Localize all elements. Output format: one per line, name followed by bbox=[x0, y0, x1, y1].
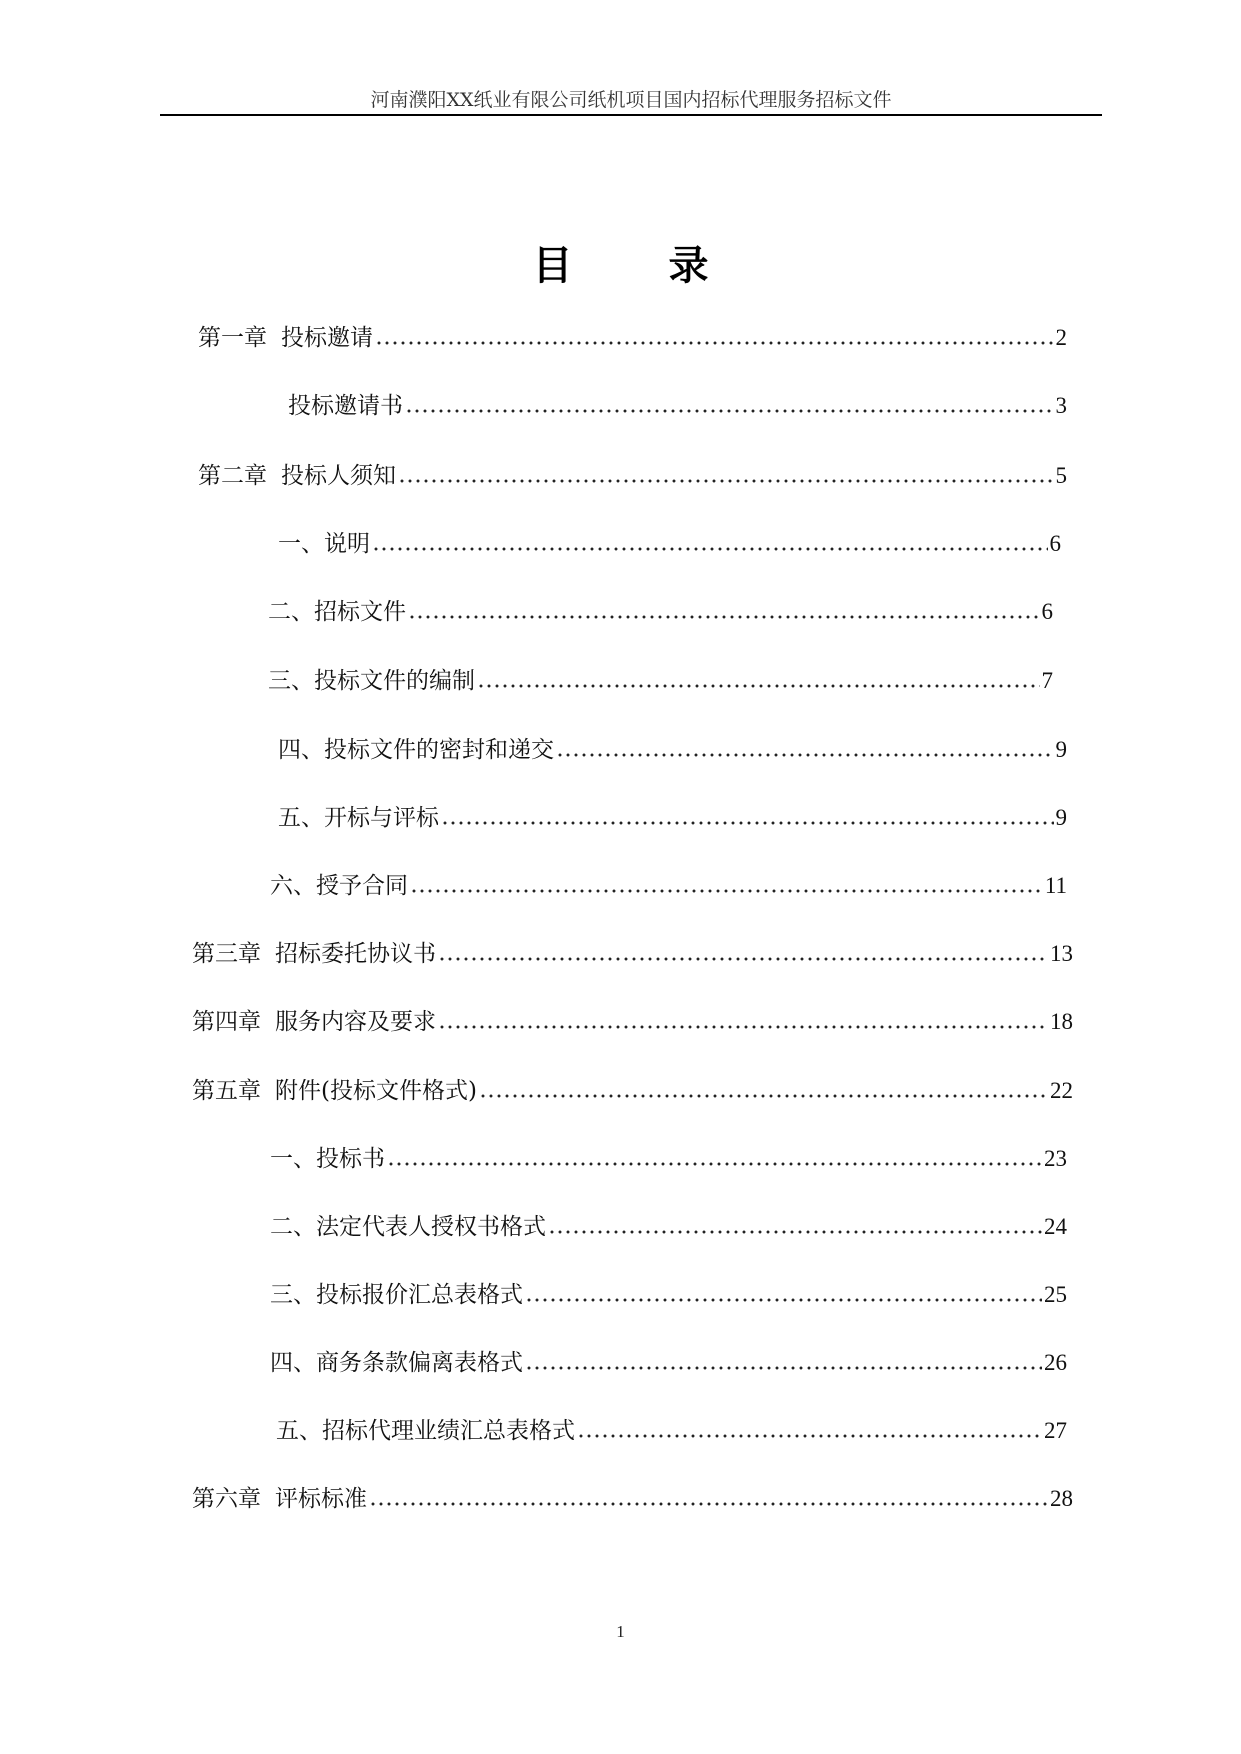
toc-entry-title: 五、开标与评标 bbox=[278, 805, 439, 831]
toc-page-number: 2 bbox=[1055, 325, 1067, 350]
toc-page-number: 7 bbox=[1041, 668, 1053, 693]
toc-entry-chapter-5[interactable] bbox=[192, 1073, 1073, 1109]
toc-entry-invitation-letter[interactable] bbox=[288, 388, 1067, 424]
toc-page-number: 18 bbox=[1050, 1009, 1073, 1034]
toc-page-number: 9 bbox=[1055, 737, 1067, 762]
toc-page-number: 5 bbox=[1055, 463, 1067, 488]
toc-chapter-number: 第二章 bbox=[198, 463, 267, 489]
toc-dot-leader bbox=[369, 1481, 1048, 1517]
toc-page-number: 26 bbox=[1044, 1350, 1067, 1375]
toc-chapter-number: 第五章 bbox=[192, 1078, 261, 1104]
toc-entry-chapter-2[interactable] bbox=[198, 458, 1067, 494]
toc-entry-section-explanation[interactable] bbox=[278, 526, 1061, 562]
toc-entry-title: 三、投标报价汇总表格式 bbox=[270, 1282, 523, 1308]
toc-entry-title: 三、投标文件的编制 bbox=[268, 668, 475, 694]
toc-dot-leader bbox=[548, 1209, 1042, 1245]
toc-entry-title: 二、招标文件 bbox=[268, 599, 406, 625]
toc-entry-section-bid-letter[interactable] bbox=[270, 1141, 1067, 1177]
toc-dot-leader bbox=[525, 1277, 1042, 1313]
toc-entry-label bbox=[278, 526, 370, 562]
toc-title: 目录 bbox=[532, 243, 805, 289]
toc-entry-label bbox=[270, 1277, 523, 1313]
toc-entry-section-price-summary[interactable] bbox=[270, 1277, 1067, 1313]
toc-page-number: 11 bbox=[1044, 873, 1067, 898]
toc-entry-title: 六、授予合同 bbox=[270, 873, 408, 899]
toc-dot-leader bbox=[525, 1345, 1042, 1381]
toc-entry-title: 投标人须知 bbox=[281, 463, 396, 489]
toc-chapter-number: 第三章 bbox=[192, 941, 261, 967]
toc-entry-label bbox=[276, 1413, 575, 1449]
toc-entry-title: 评标标准 bbox=[275, 1486, 367, 1512]
toc-entry-label bbox=[278, 800, 439, 836]
toc-entry-section-power-of-attorney[interactable] bbox=[270, 1209, 1067, 1245]
toc-entry-title: 一、说明 bbox=[278, 531, 370, 557]
toc-page-number: 28 bbox=[1050, 1486, 1073, 1511]
toc-chapter-number: 第六章 bbox=[192, 1486, 261, 1512]
toc-chapter-number: 第四章 bbox=[192, 1009, 261, 1035]
toc-entry-chapter-1[interactable] bbox=[198, 320, 1067, 356]
toc-entry-label bbox=[268, 594, 406, 630]
toc-entry-label bbox=[270, 1345, 523, 1381]
toc-page-number: 27 bbox=[1044, 1418, 1067, 1443]
toc-dot-leader bbox=[375, 320, 1054, 356]
toc-entry-section-bid-preparation[interactable] bbox=[268, 663, 1053, 699]
toc-page-number: 23 bbox=[1044, 1146, 1067, 1171]
toc-entry-label bbox=[278, 732, 554, 768]
toc-entry-label bbox=[192, 1481, 367, 1517]
toc-entry-label bbox=[198, 458, 396, 494]
toc-dot-leader bbox=[438, 936, 1048, 972]
toc-dot-leader bbox=[410, 868, 1043, 904]
toc-dot-leader bbox=[577, 1413, 1042, 1449]
toc-entry-title: 招标委托协议书 bbox=[275, 941, 436, 967]
toc-page-number: 13 bbox=[1050, 941, 1073, 966]
toc-entry-title: 一、投标书 bbox=[270, 1146, 385, 1172]
toc-page-number: 24 bbox=[1044, 1214, 1067, 1239]
toc-chapter-number: 第一章 bbox=[198, 325, 267, 351]
toc-entry-section-tender-documents[interactable] bbox=[268, 594, 1053, 630]
toc-entry-section-opening-evaluation[interactable] bbox=[278, 800, 1067, 836]
toc-entry-chapter-6[interactable] bbox=[192, 1481, 1073, 1517]
toc-dot-leader bbox=[477, 663, 1040, 699]
toc-page-number: 22 bbox=[1050, 1078, 1073, 1103]
toc-page-number: 6 bbox=[1041, 599, 1053, 624]
toc-entry-title: 投标邀请 bbox=[281, 325, 373, 351]
toc-entry-label bbox=[270, 1209, 546, 1245]
toc-dot-leader bbox=[398, 458, 1054, 494]
toc-entry-section-deviation-table[interactable] bbox=[270, 1345, 1067, 1381]
toc-entry-title: 投标邀请书 bbox=[288, 393, 403, 419]
toc-entry-title: 服务内容及要求 bbox=[275, 1009, 436, 1035]
toc-entry-title: 四、商务条款偏离表格式 bbox=[270, 1350, 523, 1376]
toc-entry-chapter-4[interactable] bbox=[192, 1004, 1073, 1040]
toc-dot-leader bbox=[372, 526, 1048, 562]
toc-entry-label bbox=[192, 936, 436, 972]
toc-dot-leader bbox=[556, 732, 1054, 768]
toc-page-number: 6 bbox=[1049, 531, 1061, 556]
toc-entry-section-contract-award[interactable] bbox=[270, 868, 1067, 904]
toc-entry-title: 二、法定代表人授权书格式 bbox=[270, 1214, 546, 1240]
toc-dot-leader bbox=[479, 1073, 1048, 1109]
toc-dot-leader bbox=[387, 1141, 1042, 1177]
header-divider bbox=[160, 114, 1102, 116]
toc-dot-leader bbox=[405, 388, 1054, 424]
toc-page-number: 25 bbox=[1044, 1282, 1067, 1307]
toc-entry-label bbox=[268, 663, 475, 699]
toc-entry-title: 五、招标代理业绩汇总表格式 bbox=[276, 1418, 575, 1444]
toc-dot-leader bbox=[438, 1004, 1048, 1040]
toc-entry-label bbox=[270, 868, 408, 904]
toc-entry-section-sealing-submission[interactable] bbox=[278, 732, 1067, 768]
page-footer-number: 1 bbox=[616, 1622, 625, 1641]
toc-dot-leader bbox=[441, 800, 1054, 836]
toc-entry-label bbox=[198, 320, 373, 356]
toc-entry-section-performance-summary[interactable] bbox=[276, 1413, 1067, 1449]
toc-entry-chapter-3[interactable] bbox=[192, 936, 1073, 972]
toc-entry-label bbox=[192, 1004, 436, 1040]
toc-entry-label bbox=[192, 1073, 477, 1109]
toc-dot-leader bbox=[408, 594, 1040, 630]
toc-page-number: 9 bbox=[1055, 805, 1067, 830]
toc-entry-title: 四、投标文件的密封和递交 bbox=[278, 737, 554, 763]
toc-entry-label bbox=[270, 1141, 385, 1177]
toc-entry-title: 附件(投标文件格式) bbox=[275, 1078, 477, 1104]
toc-entry-label bbox=[288, 388, 403, 424]
toc-page-number: 3 bbox=[1055, 393, 1067, 418]
running-header: 河南濮阳XX纸业有限公司纸机项目国内招标代理服务招标文件 bbox=[370, 89, 892, 111]
